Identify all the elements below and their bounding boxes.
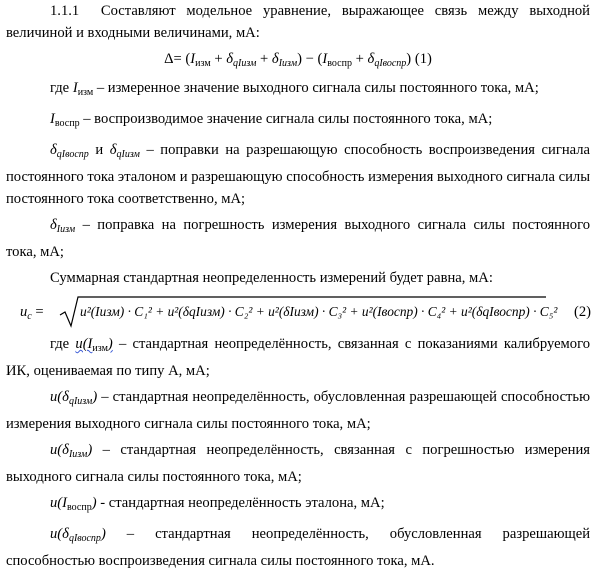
document-page: [6, 0, 590, 572]
definition-text: – поправка на погрешность измерения выходного сигнала силы постоянного тока, мА;: [6, 217, 590, 260]
heading-paragraph: [6, 0, 590, 44]
formula-1: [6, 48, 590, 75]
spellcheck-symbol: [75, 336, 112, 352]
where-label: где: [50, 336, 70, 352]
symbol-I: I: [50, 111, 55, 127]
summary-text: Суммарная стандартная неопределенность измерений будет равна, мА:: [50, 270, 493, 286]
symbol-u-I: u(I: [75, 336, 93, 352]
symbol-delta: δ: [271, 51, 279, 67]
definition-text: – стандартная неопределённость, связанная с погрешностью измерения выходного сигнала силы постоянного тока, мА;: [6, 442, 590, 485]
sub-c: c: [27, 311, 32, 322]
sub-vospr: воспр: [327, 58, 352, 69]
definition-text: – стандартная неопределённость, обусловленная разрешающей способностью измерения выходного сигнала силы постоянного тока, мА;: [6, 389, 590, 432]
symbol-delta: δ: [50, 217, 57, 233]
paren-close: ): [406, 51, 412, 67]
op-minus: −: [305, 51, 314, 67]
op-plus: +: [214, 51, 223, 67]
definition-u-standard: [6, 492, 590, 519]
definition-text: – стандартная неопределённость, связанная с показаниями калибруемого ИК, оцениваемая по типу А, мА;: [6, 336, 590, 379]
op-plus: +: [260, 51, 269, 67]
sub-vospr: воспр: [67, 502, 92, 513]
paren-close: ): [87, 442, 93, 458]
symbol-delta: δ: [226, 51, 233, 67]
definition-u-resolution: [6, 386, 590, 435]
op-equals: =: [35, 304, 44, 320]
paren-close: ): [92, 389, 98, 405]
sub-izm: изм: [92, 343, 108, 354]
summary-paragraph: [6, 267, 590, 289]
symbol-delta: δ: [109, 142, 117, 158]
paren-close: ): [297, 51, 302, 67]
paren-close: ): [100, 526, 106, 542]
op-plus: +: [355, 51, 364, 67]
definition-text: - стандартная неопределённость эталона, мА;: [100, 495, 385, 511]
sub-qIizm: qIизм: [233, 58, 257, 69]
symbol-I: I: [322, 51, 328, 67]
definition-vospr: [6, 108, 590, 135]
definition-u-izm: [6, 333, 590, 382]
definition-text: – поправки на разрешающую способность воспроизведения сигнала постоянного тока эталоном и разрешающую способность измерения выходного сигнала силы постоянного тока соответственно, мА;: [6, 142, 591, 207]
sub-Iizm: Iизм: [278, 58, 298, 69]
where-label: где: [50, 80, 70, 96]
paren-close: ): [91, 495, 97, 511]
definition-u-error: [6, 439, 590, 488]
definition-u-reproduction: [6, 523, 590, 572]
formula1-number: (1): [414, 51, 432, 67]
paren-close: ): [107, 336, 113, 352]
formula2-lhs: [20, 301, 44, 328]
heading-number: 1.1.1: [50, 3, 80, 19]
sub-Iizm: Iизм: [56, 224, 76, 235]
square-root: [58, 295, 558, 327]
definition-text: – измеренное значение выходного сигнала силы постоянного тока, мА;: [96, 80, 539, 96]
paren-open: (: [317, 51, 323, 67]
symbol-u-I: u(I: [50, 495, 68, 511]
symbol-delta: δ: [367, 51, 375, 67]
formula-2: [6, 295, 590, 329]
definition-text: – воспроизводимое значение сигнала силы постоянного тока, мА;: [83, 111, 493, 127]
conjunction: и: [95, 142, 104, 158]
sub-qIvospr: qIвоспр: [56, 149, 89, 160]
symbol-u-delta: u(δ: [50, 526, 69, 542]
paren-open: (: [185, 51, 191, 67]
sub-izm: изм: [77, 87, 94, 98]
symbol-I: I: [190, 51, 196, 67]
sub-qIvospr: qIвоспр: [68, 533, 101, 544]
symbol-u: u: [20, 304, 28, 320]
sub-vospr: воспр: [54, 118, 80, 129]
sub-qIizm: qIизм: [68, 396, 93, 407]
sub-izm: изм: [195, 58, 211, 69]
sub-qIizm: qIизм: [116, 149, 140, 160]
formula2-number: (2): [574, 304, 592, 320]
definition-izm: [6, 77, 590, 104]
definition-resolution: [6, 139, 590, 210]
heading-text: Составляют модельное уравнение, выражающее связь между выходной величиной и входными величинами, мА:: [6, 3, 590, 41]
symbol-delta: δ: [50, 142, 57, 158]
definition-text: – стандартная неопределённость, обусловленная разрешающей способностью воспроизведения сигнала силы постоянного тока, мА.: [6, 526, 591, 569]
radicand: u²(Iизм) · C₁² + u²(δqIизм) · C₂² + u²(δIизм) · C₃² + u²(Iвоспр) · C₄² + u²(δqIвоспр) · C₅²: [80, 304, 558, 319]
symbol-u-delta: u(δ: [50, 442, 69, 458]
definition-error: [6, 214, 590, 263]
symbol-u-delta: u(δ: [50, 389, 69, 405]
sub-Iizm: Iизм: [68, 449, 88, 460]
sub-qIvospr: qIвоспр: [374, 58, 407, 69]
formula1-lhs: Δ=: [164, 51, 182, 67]
symbol-I: I: [72, 80, 78, 96]
